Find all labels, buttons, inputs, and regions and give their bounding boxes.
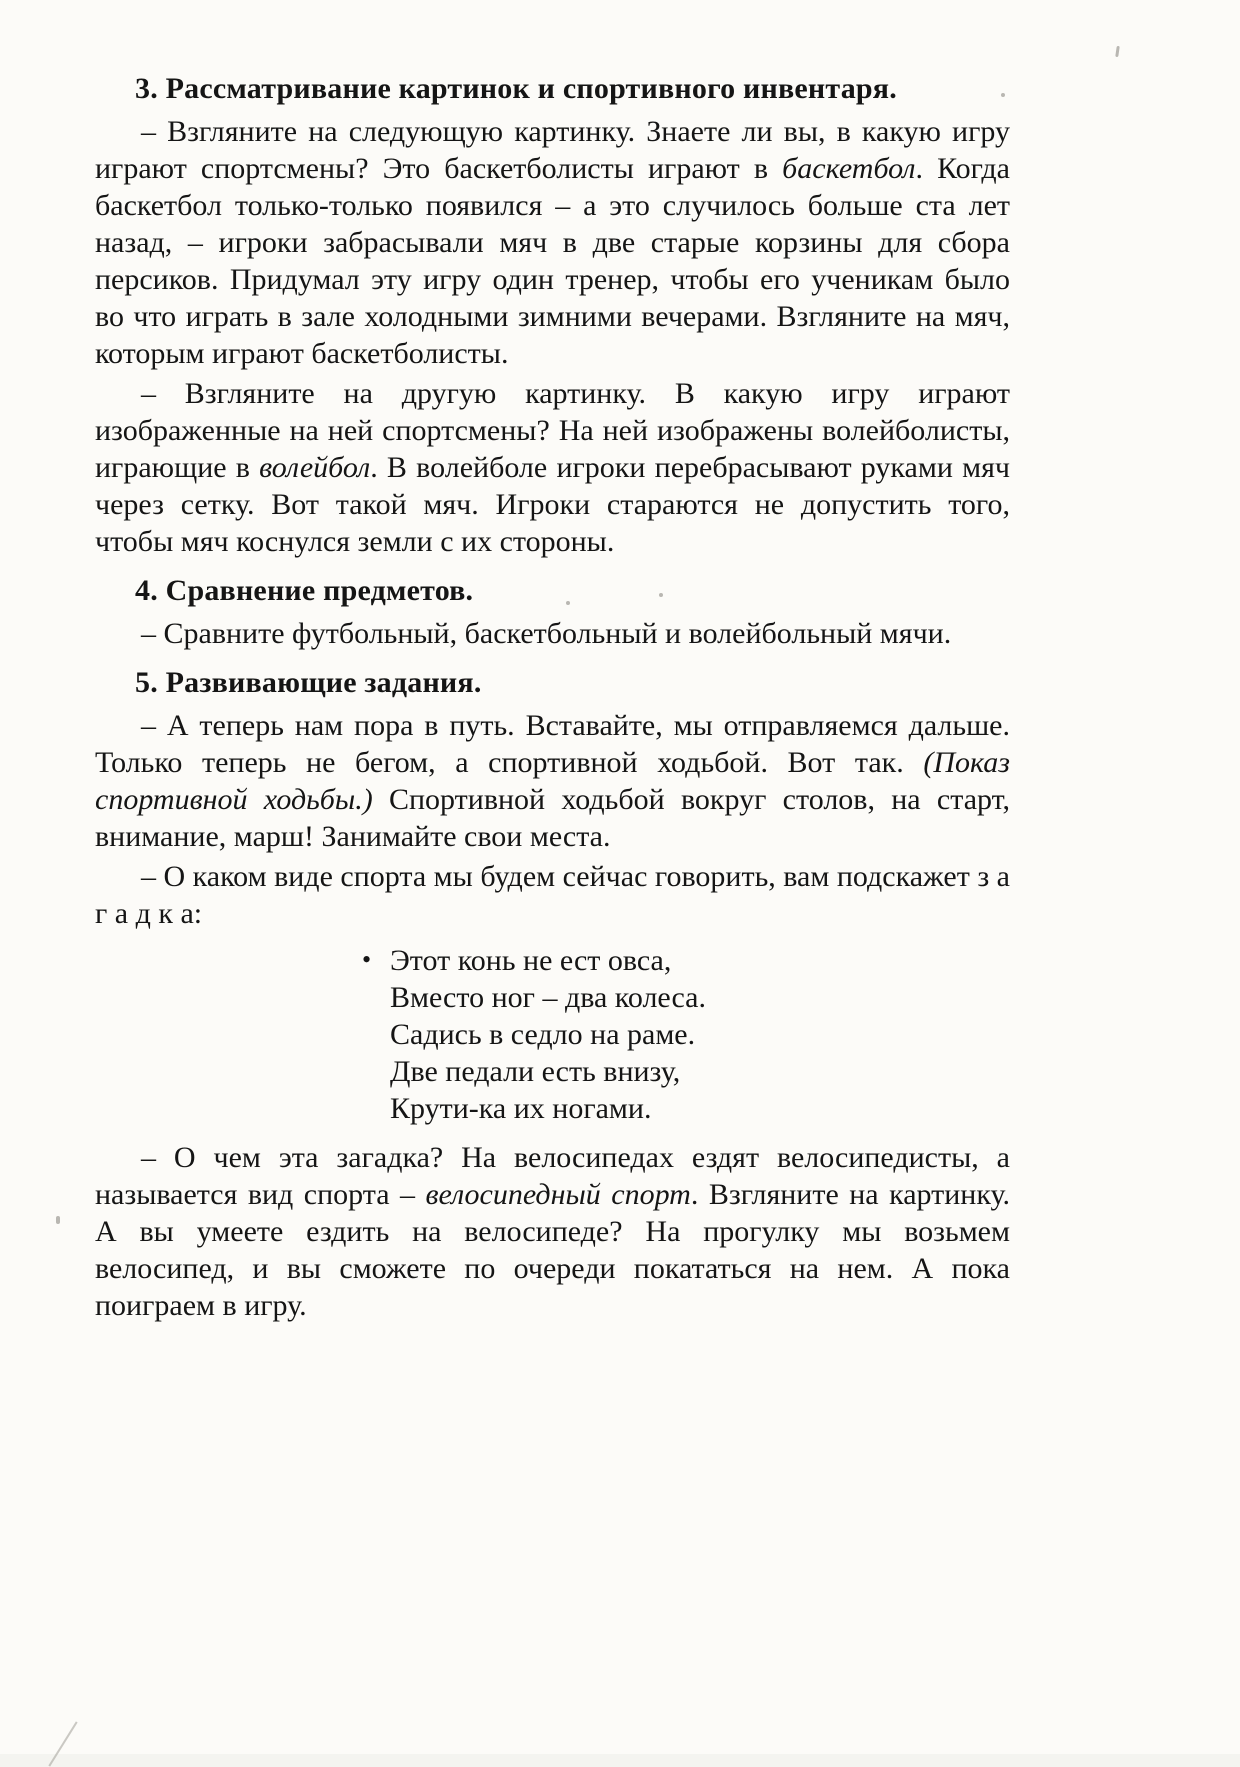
italic-text-run: волейбол (259, 451, 371, 484)
paragraph (95, 615, 1010, 652)
document-content (95, 58, 1010, 1327)
poem-line-text: Две педали есть внизу, (390, 1055, 681, 1088)
poem-line (390, 1053, 1010, 1090)
italic-text-run: велосипедный спорт (425, 1178, 691, 1211)
poem-line-text: Этот конь не ест овса, (390, 944, 672, 977)
scan-artifact (1115, 46, 1120, 57)
text-run: – А теперь нам пора в путь. Вставайте, мы отправляемся дальше. Только теперь не бегом, а спортивной ходьбой. Вот так. (95, 709, 1010, 779)
poem-line (390, 1016, 1010, 1053)
paragraph (95, 858, 1010, 932)
scan-artifact (1001, 93, 1005, 97)
riddle-poem (362, 942, 1010, 1127)
text-run: – О чем эта загадка? На велосипедах ездят велосипедисты, а называется вид спорта – (95, 1141, 1010, 1211)
text-run: . Взгляните на картинку. А вы умеете ездить на велосипеде? На прогулку мы возьмем велосипед, и вы сможете по очереди покататься на нем. А пока поиграем в игру. (95, 1178, 1010, 1322)
italic-text-run: (Показ спортивной ходьбы.) (95, 746, 1010, 816)
section-heading: 5. Развивающие задания. (135, 666, 482, 699)
scan-artifact (48, 1721, 77, 1766)
poem-line (390, 979, 1010, 1016)
paragraph (95, 707, 1010, 855)
poem-line (362, 942, 1010, 979)
poem-line-text: Садись в седло на раме. (390, 1018, 696, 1051)
scan-artifact (659, 593, 663, 597)
text-run: – Сравните футбольный, баскетбольный и волейбольный мячи. (141, 617, 952, 650)
scan-artifact (566, 601, 570, 605)
text-run: – Взгляните на другую картинку. В какую игру играют изображенные на ней спортсмены? На ней изображены волейболисты, играющие в (95, 377, 1010, 484)
section-heading: 3. Рассматривание картинок и спортивного инвентаря. (135, 72, 897, 105)
paragraph (95, 113, 1010, 372)
italic-text-run: баскетбол (782, 152, 916, 185)
text-run: . В волейболе игроки перебрасывают руками мяч через сетку. Вот такой мяч. Игроки стараются не допустить того, чтобы мяч коснулся земли с их стороны. (95, 451, 1010, 558)
poem-line-text: Вместо ног – два колеса. (390, 981, 706, 1014)
paragraph (95, 1139, 1010, 1324)
text-run: – О каком виде спорта мы будем сейчас говорить, вам подскажет з а г а д к а: (95, 860, 1010, 930)
text-run: . Когда баскетбол только-только появился – а это случилось больше ста лет назад, – игроки забрасывали мяч в две старые корзины для сбора персиков. Придумал эту игру один тренер, чтобы его ученикам было во что играть в зале холодными зимними вечерами. Взгляните на мяч, которым играют баскетболисты. (95, 152, 1010, 370)
section-heading: 4. Сравнение предметов. (135, 574, 474, 607)
text-run: – Взгляните на следующую картинку. Знаете ли вы, в какую игру играют спортсмены? Это баскетболисты играют в (95, 115, 1010, 185)
poem-line-text: Крути-ка их ногами. (390, 1092, 652, 1125)
text-run: Спортивной ходьбой вокруг столов, на старт, внимание, марш! Занимайте свои места. (95, 783, 1010, 853)
bullet-icon: • (362, 945, 372, 974)
poem-line (390, 1090, 1010, 1127)
paragraph (95, 375, 1010, 560)
scan-artifact (56, 1216, 60, 1224)
